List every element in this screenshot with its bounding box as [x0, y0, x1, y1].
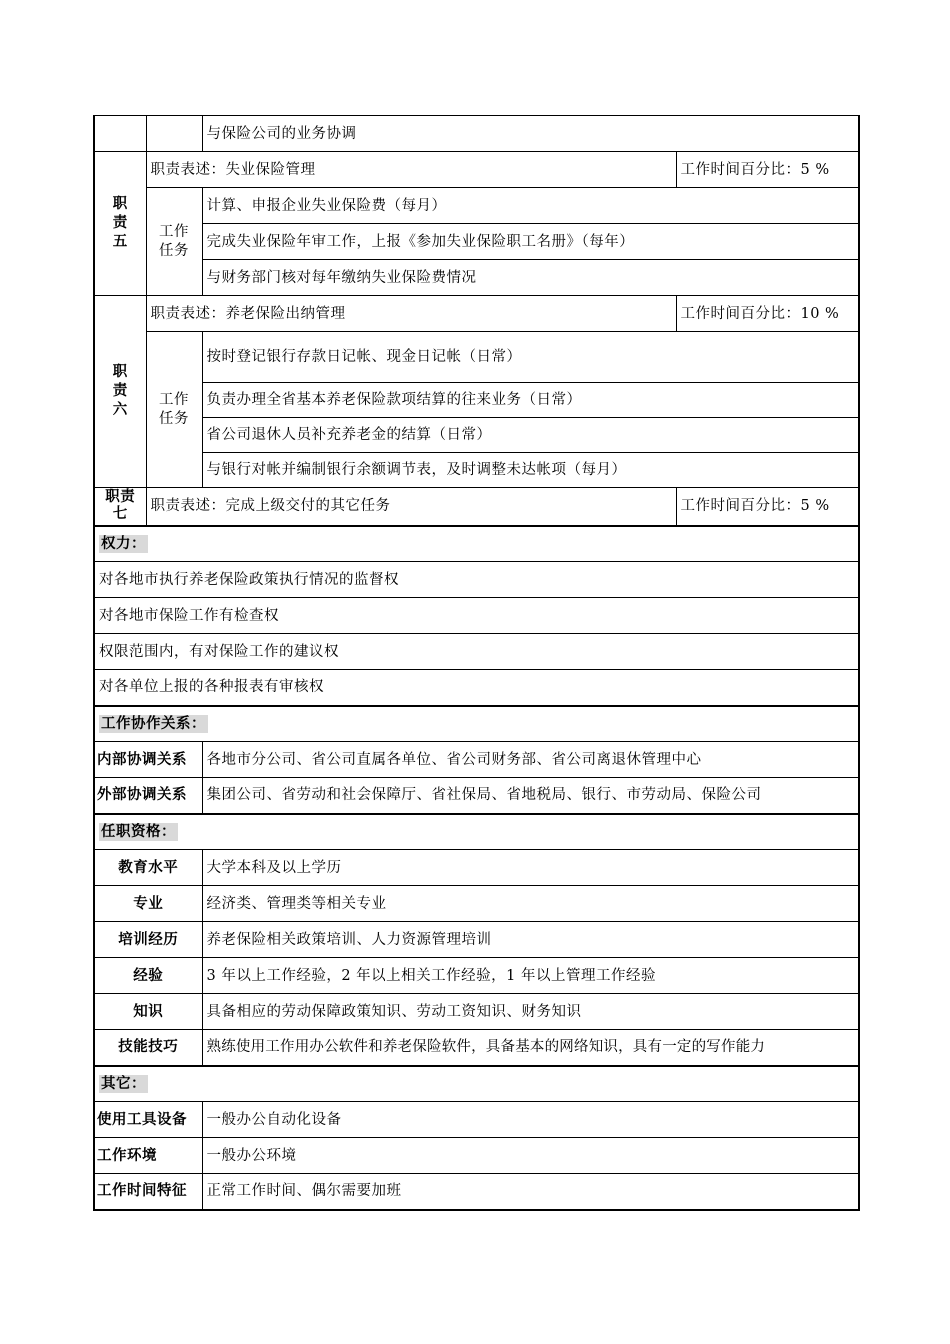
duty5-description: 职责表述：失业保险管理 — [146, 152, 676, 188]
major-label: 专业 — [94, 886, 202, 922]
power-item-3: 权限范围内，有对保险工作的建议权 — [94, 634, 859, 670]
section-heading: 工作协作关系： — [101, 715, 206, 732]
duty6-task-3: 省公司退休人员补充养老金的结算（日常） — [202, 418, 859, 453]
duty6-task-2: 负责办理全省基本养老保险款项结算的往来业务（日常） — [202, 383, 859, 418]
other-row — [94, 1138, 859, 1174]
duty6-task-row — [94, 453, 859, 488]
relation-row — [94, 778, 859, 814]
duty5-task-label: 工作 任务 — [146, 188, 202, 296]
power-item-1: 对各地市执行养老保险政策执行情况的监督权 — [94, 562, 859, 598]
knowledge-label: 知识 — [94, 994, 202, 1030]
power-row — [94, 598, 859, 634]
power-row — [94, 562, 859, 598]
other-heading-row — [94, 1066, 859, 1102]
duty7-description: 职责表述：完成上级交付的其它任务 — [146, 488, 676, 526]
internal-relation-value: 各地市分公司、省公司直属各单位、省公司财务部、省公司离退休管理中心 — [202, 742, 859, 778]
qualification-row — [94, 994, 859, 1030]
education-value: 大学本科及以上学历 — [202, 850, 859, 886]
top-continuation-row — [94, 116, 859, 152]
qualification-row — [94, 922, 859, 958]
duty7-row — [94, 488, 859, 526]
duty5-task-row — [94, 260, 859, 296]
powers-heading — [94, 526, 859, 562]
duty6-task-label: 工作 任务 — [146, 332, 202, 488]
qualifications-heading-row — [94, 814, 859, 850]
other-row — [94, 1174, 859, 1210]
duty5-task-1: 计算、申报企业失业保险费（每月） — [202, 188, 859, 224]
experience-value: 3 年以上工作经验，2 年以上相关工作经验，1 年以上管理工作经验 — [202, 958, 859, 994]
environment-label: 工作环境 — [94, 1138, 202, 1174]
skills-value: 熟练使用工作用办公软件和养老保险软件，具备基本的网络知识，具有一定的写作能力 — [202, 1030, 859, 1066]
job-description-table — [93, 115, 860, 1211]
duty5-task-3: 与财务部门核对每年缴纳失业保险费情况 — [202, 260, 859, 296]
task-text: 与保险公司的业务协调 — [202, 116, 859, 152]
work-time-label: 工作时间特征 — [94, 1174, 202, 1210]
relations-heading — [94, 706, 859, 742]
equipment-label: 使用工具设备 — [94, 1102, 202, 1138]
other-heading — [94, 1066, 859, 1102]
duty5-task-row — [94, 188, 859, 224]
qualification-row — [94, 1030, 859, 1066]
training-value: 养老保险相关政策培训、人力资源管理培训 — [202, 922, 859, 958]
power-item-2: 对各地市保险工作有检查权 — [94, 598, 859, 634]
duty6-desc-row — [94, 296, 859, 332]
external-relation-label: 外部协调关系 — [94, 778, 202, 814]
qualification-row — [94, 958, 859, 994]
relation-row — [94, 742, 859, 778]
duty5-desc-row — [94, 152, 859, 188]
duty7-time-percent: 工作时间百分比：5 % — [676, 488, 859, 526]
duty6-task-1: 按时登记银行存款日记帐、现金日记帐（日常） — [202, 332, 859, 383]
internal-relation-label: 内部协调关系 — [94, 742, 202, 778]
power-row — [94, 670, 859, 706]
external-relation-value: 集团公司、省劳动和社会保障厅、省社保局、省地税局、银行、市劳动局、保险公司 — [202, 778, 859, 814]
duty6-task-4: 与银行对帐并编制银行余额调节表，及时调整未达帐项（每月） — [202, 453, 859, 488]
qualifications-heading — [94, 814, 859, 850]
section-heading: 其它： — [101, 1075, 146, 1092]
skills-label: 技能技巧 — [94, 1030, 202, 1066]
section-heading: 任职资格： — [101, 823, 176, 840]
duty5-task-row — [94, 224, 859, 260]
empty-cell — [94, 116, 146, 152]
duty5-time-percent: 工作时间百分比：5 % — [676, 152, 859, 188]
empty-cell — [146, 116, 202, 152]
other-row — [94, 1102, 859, 1138]
environment-value: 一般办公环境 — [202, 1138, 859, 1174]
duty5-label: 职 责 五 — [94, 152, 146, 296]
qualification-row — [94, 850, 859, 886]
knowledge-value: 具备相应的劳动保障政策知识、劳动工资知识、财务知识 — [202, 994, 859, 1030]
power-item-4: 对各单位上报的各种报表有审核权 — [94, 670, 859, 706]
training-label: 培训经历 — [94, 922, 202, 958]
powers-heading-row — [94, 526, 859, 562]
duty6-description: 职责表述：养老保险出纳管理 — [146, 296, 676, 332]
duty5-task-2: 完成失业保险年审工作，上报《参加失业保险职工名册》（每年） — [202, 224, 859, 260]
duty6-task-row — [94, 332, 859, 383]
work-time-value: 正常工作时间、偶尔需要加班 — [202, 1174, 859, 1210]
section-heading: 权力： — [101, 535, 146, 552]
experience-label: 经验 — [94, 958, 202, 994]
duty6-time-percent: 工作时间百分比：10 % — [676, 296, 859, 332]
duty6-label: 职 责 六 — [94, 296, 146, 488]
equipment-value: 一般办公自动化设备 — [202, 1102, 859, 1138]
relations-heading-row — [94, 706, 859, 742]
power-row — [94, 634, 859, 670]
duty6-task-row — [94, 383, 859, 418]
duty6-task-row — [94, 418, 859, 453]
major-value: 经济类、管理类等相关专业 — [202, 886, 859, 922]
qualification-row — [94, 886, 859, 922]
education-label: 教育水平 — [94, 850, 202, 886]
duty7-label: 职责 七 — [94, 488, 146, 526]
